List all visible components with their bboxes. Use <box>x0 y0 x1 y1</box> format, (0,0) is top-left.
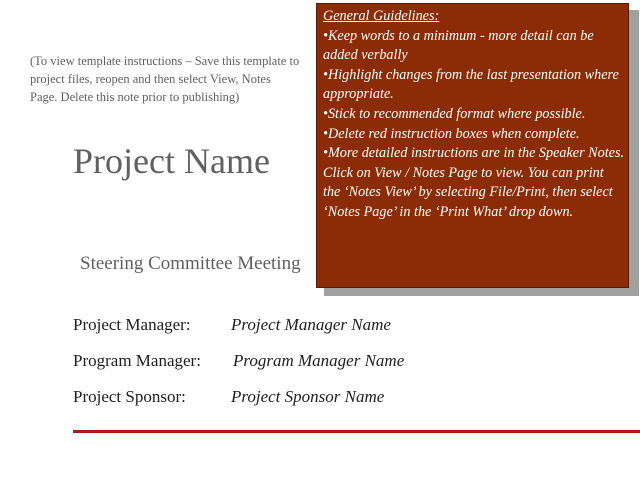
footer-divider <box>73 430 640 433</box>
program-manager-label: Program Manager: <box>73 351 201 370</box>
project-manager-name: Project Manager Name <box>231 315 391 334</box>
guideline-item: •Delete red instruction boxes when complete. <box>323 125 580 142</box>
guideline-item: •Stick to recommended format where possible. <box>323 105 586 122</box>
project-manager-label: Project Manager: <box>73 315 191 334</box>
meeting-subtitle: Steering Committee Meeting <box>80 253 301 274</box>
program-manager-row <box>73 351 405 371</box>
guideline-item: •Keep words to a minimum - more detail can be added verbally <box>323 27 594 64</box>
project-title: Project Name <box>73 141 270 181</box>
project-sponsor-row <box>73 387 385 407</box>
project-manager-row <box>73 315 391 335</box>
project-sponsor-label: Project Sponsor: <box>73 387 186 406</box>
project-sponsor-name: Project Sponsor Name <box>231 387 385 406</box>
guidelines-box[interactable] <box>316 3 629 288</box>
program-manager-name: Program Manager Name <box>233 351 405 370</box>
guideline-item: •Highlight changes from the last presentation where appropriate. <box>323 66 619 103</box>
template-instructions-note: (To view template instructions – Save this template to project files, reopen and then select View, Notes Page. Delete this note prior to publishing) <box>30 54 300 104</box>
guidelines-title: General Guidelines: <box>323 8 440 24</box>
guideline-item: •More detailed instructions are in the Speaker Notes. Click on View / Notes Page to view. You can print the ‘Notes View’ by selecting File/Print, then select ‘Notes Page’ in the ‘Print What’ drop down. <box>323 145 625 220</box>
